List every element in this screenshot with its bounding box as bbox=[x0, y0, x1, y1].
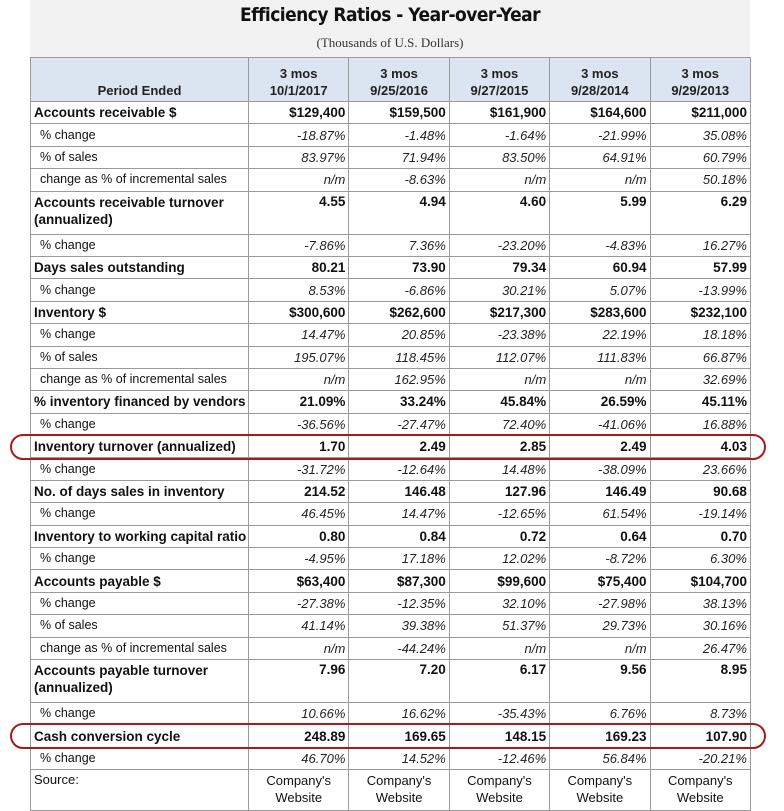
value-cell: 33.24% bbox=[349, 391, 449, 413]
value-cell: 46.45% bbox=[249, 503, 349, 525]
value-cell: 16.27% bbox=[650, 234, 750, 256]
value-cell: -27.47% bbox=[349, 413, 449, 435]
column-header-line1: 3 mos bbox=[380, 66, 418, 81]
value-cell: 79.34 bbox=[449, 256, 549, 278]
value-cell: -13.99% bbox=[650, 279, 750, 301]
sub-metric-row bbox=[31, 503, 751, 525]
value-cell: -18.87% bbox=[249, 124, 349, 146]
value-cell: 9.56 bbox=[550, 659, 650, 702]
value-cell: 10.66% bbox=[249, 702, 349, 724]
column-header bbox=[550, 58, 650, 102]
value-cell: 16.62% bbox=[349, 702, 449, 724]
row-label: Accounts payable $ bbox=[31, 570, 249, 592]
value-cell: $87,300 bbox=[349, 570, 449, 592]
value-cell: n/m bbox=[249, 169, 349, 191]
value-cell: 45.84% bbox=[449, 391, 549, 413]
row-label: % change bbox=[31, 458, 249, 480]
row-label: Cash conversion cycle bbox=[31, 725, 249, 747]
row-label: Inventory to working capital ratio bbox=[31, 525, 249, 547]
row-label: change as % of incremental sales bbox=[31, 169, 249, 191]
value-cell: -12.35% bbox=[349, 592, 449, 614]
value-cell: 60.79% bbox=[650, 146, 750, 168]
value-cell: 5.07% bbox=[550, 279, 650, 301]
value-cell: 2.49 bbox=[550, 436, 650, 458]
metric-row bbox=[31, 436, 751, 458]
value-cell: -12.46% bbox=[449, 747, 549, 769]
row-label: % change bbox=[31, 279, 249, 301]
value-cell: 0.70 bbox=[650, 525, 750, 547]
period-ended-header: Period Ended bbox=[31, 58, 249, 102]
value-cell: 146.48 bbox=[349, 480, 449, 502]
value-cell: -1.48% bbox=[349, 124, 449, 146]
value-cell: $99,600 bbox=[449, 570, 549, 592]
value-cell: 73.90 bbox=[349, 256, 449, 278]
column-header bbox=[650, 58, 750, 102]
value-cell: 66.87% bbox=[650, 346, 750, 368]
sub-metric-row bbox=[31, 747, 751, 769]
value-cell: 83.50% bbox=[449, 146, 549, 168]
source-cell: Company's Website bbox=[249, 770, 349, 811]
metric-row bbox=[31, 191, 751, 234]
row-label: % change bbox=[31, 702, 249, 724]
value-cell: 57.99 bbox=[650, 256, 750, 278]
value-cell: 17.18% bbox=[349, 548, 449, 570]
column-header-line1: 3 mos bbox=[681, 66, 720, 81]
value-cell: 1.70 bbox=[249, 436, 349, 458]
value-cell: -35.43% bbox=[449, 702, 549, 724]
value-cell: 56.84% bbox=[550, 747, 650, 769]
efficiency-ratios-table bbox=[30, 57, 751, 811]
value-cell: 60.94 bbox=[550, 256, 650, 278]
value-cell: 118.45% bbox=[349, 346, 449, 368]
value-cell: $283,600 bbox=[550, 301, 650, 323]
column-header-line1: 3 mos bbox=[480, 66, 519, 81]
column-header bbox=[449, 58, 549, 102]
value-cell: 112.07% bbox=[449, 346, 549, 368]
row-label: % change bbox=[31, 592, 249, 614]
row-label: Accounts receivable turnover (annualized) bbox=[31, 191, 249, 234]
value-cell: 39.38% bbox=[349, 615, 449, 637]
value-cell: 6.29 bbox=[650, 191, 750, 234]
value-cell: 7.36% bbox=[349, 234, 449, 256]
metric-row bbox=[31, 570, 751, 592]
value-cell: 64.91% bbox=[550, 146, 650, 168]
sub-metric-row bbox=[31, 592, 751, 614]
value-cell: 83.97% bbox=[249, 146, 349, 168]
value-cell: $159,500 bbox=[349, 102, 449, 124]
sub-metric-row bbox=[31, 146, 751, 168]
metric-row bbox=[31, 480, 751, 502]
sub-metric-row bbox=[31, 324, 751, 346]
value-cell: n/m bbox=[550, 368, 650, 390]
value-cell: 90.68 bbox=[650, 480, 750, 502]
value-cell: 107.90 bbox=[650, 725, 750, 747]
metric-row bbox=[31, 256, 751, 278]
metric-row bbox=[31, 725, 751, 747]
sub-metric-row bbox=[31, 413, 751, 435]
row-label: % change bbox=[31, 234, 249, 256]
value-cell: 7.20 bbox=[349, 659, 449, 702]
value-cell: 18.18% bbox=[650, 324, 750, 346]
row-label: % change bbox=[31, 124, 249, 146]
value-cell: 80.21 bbox=[249, 256, 349, 278]
source-cell: Company's Website bbox=[650, 770, 750, 811]
value-cell: -31.72% bbox=[249, 458, 349, 480]
value-cell: 111.83% bbox=[550, 346, 650, 368]
value-cell: 5.99 bbox=[550, 191, 650, 234]
sub-metric-row bbox=[31, 637, 751, 659]
row-label: Accounts payable turnover (annualized) bbox=[31, 659, 249, 702]
column-header-date: 10/1/2017 bbox=[269, 83, 328, 98]
value-cell: 26.59% bbox=[550, 391, 650, 413]
column-header-date: 9/25/2016 bbox=[370, 83, 428, 98]
row-label: % inventory financed by vendors bbox=[31, 391, 249, 413]
sub-metric-row bbox=[31, 234, 751, 256]
value-cell: 41.14% bbox=[249, 615, 349, 637]
sub-metric-row bbox=[31, 368, 751, 390]
value-cell: 30.21% bbox=[449, 279, 549, 301]
row-label: % change bbox=[31, 324, 249, 346]
row-label: change as % of incremental sales bbox=[31, 637, 249, 659]
value-cell: n/m bbox=[249, 637, 349, 659]
value-cell: 8.95 bbox=[650, 659, 750, 702]
value-cell: 38.13% bbox=[650, 592, 750, 614]
sub-metric-row bbox=[31, 124, 751, 146]
value-cell: -27.98% bbox=[550, 592, 650, 614]
row-label: Source: bbox=[31, 770, 249, 811]
column-header bbox=[249, 58, 349, 102]
value-cell: 71.94% bbox=[349, 146, 449, 168]
value-cell: -21.99% bbox=[550, 124, 650, 146]
value-cell: 8.73% bbox=[650, 702, 750, 724]
value-cell: -6.86% bbox=[349, 279, 449, 301]
value-cell: 20.85% bbox=[349, 324, 449, 346]
value-cell: -19.14% bbox=[650, 503, 750, 525]
row-label: Inventory turnover (annualized) bbox=[31, 436, 249, 458]
metric-row bbox=[31, 525, 751, 547]
value-cell: 162.95% bbox=[349, 368, 449, 390]
value-cell: 23.66% bbox=[650, 458, 750, 480]
value-cell: 4.60 bbox=[449, 191, 549, 234]
row-label: % change bbox=[31, 503, 249, 525]
value-cell: 2.49 bbox=[349, 436, 449, 458]
value-cell: $262,600 bbox=[349, 301, 449, 323]
page-subtitle: (Thousands of U.S. Dollars) bbox=[316, 35, 464, 50]
value-cell: $232,100 bbox=[650, 301, 750, 323]
row-label: No. of days sales in inventory bbox=[31, 480, 249, 502]
value-cell: 61.54% bbox=[550, 503, 650, 525]
value-cell: 72.40% bbox=[449, 413, 549, 435]
column-header-date: 9/27/2015 bbox=[470, 83, 529, 98]
sub-metric-row bbox=[31, 279, 751, 301]
value-cell: 214.52 bbox=[249, 480, 349, 502]
value-cell: -20.21% bbox=[650, 747, 750, 769]
sub-metric-row bbox=[31, 169, 751, 191]
column-header-date: 9/29/2013 bbox=[671, 83, 730, 98]
value-cell: 50.18% bbox=[650, 169, 750, 191]
value-cell: 32.10% bbox=[449, 592, 549, 614]
value-cell: 35.08% bbox=[650, 124, 750, 146]
value-cell: -12.65% bbox=[449, 503, 549, 525]
value-cell: -36.56% bbox=[249, 413, 349, 435]
value-cell: $104,700 bbox=[650, 570, 750, 592]
row-label: % of sales bbox=[31, 146, 249, 168]
value-cell: 14.47% bbox=[249, 324, 349, 346]
column-header-line1: 3 mos bbox=[581, 66, 619, 81]
value-cell: -41.06% bbox=[550, 413, 650, 435]
row-label: % of sales bbox=[31, 615, 249, 637]
sub-metric-row bbox=[31, 548, 751, 570]
value-cell: 2.85 bbox=[449, 436, 549, 458]
value-cell: $217,300 bbox=[449, 301, 549, 323]
value-cell: n/m bbox=[550, 637, 650, 659]
value-cell: 8.53% bbox=[249, 279, 349, 301]
header-row bbox=[31, 58, 751, 102]
value-cell: -23.38% bbox=[449, 324, 549, 346]
source-row bbox=[31, 770, 751, 811]
value-cell: 6.17 bbox=[449, 659, 549, 702]
value-cell: 195.07% bbox=[249, 346, 349, 368]
metric-row bbox=[31, 391, 751, 413]
value-cell: 148.15 bbox=[449, 725, 549, 747]
value-cell: -8.72% bbox=[550, 548, 650, 570]
source-cell: Company's Website bbox=[550, 770, 650, 811]
column-header-date: 9/28/2014 bbox=[570, 83, 629, 98]
value-cell: -27.38% bbox=[249, 592, 349, 614]
value-cell: n/m bbox=[449, 368, 549, 390]
source-cell: Company's Website bbox=[449, 770, 549, 811]
value-cell: 248.89 bbox=[249, 725, 349, 747]
value-cell: 6.30% bbox=[650, 548, 750, 570]
value-cell: -8.63% bbox=[349, 169, 449, 191]
value-cell: -23.20% bbox=[449, 234, 549, 256]
sub-metric-row bbox=[31, 702, 751, 724]
value-cell: 169.23 bbox=[550, 725, 650, 747]
value-cell: 169.65 bbox=[349, 725, 449, 747]
value-cell: $211,000 bbox=[650, 102, 750, 124]
value-cell: 127.96 bbox=[449, 480, 549, 502]
row-label: % change bbox=[31, 413, 249, 435]
value-cell: 12.02% bbox=[449, 548, 549, 570]
source-cell: Company's Website bbox=[349, 770, 449, 811]
value-cell: -7.86% bbox=[249, 234, 349, 256]
value-cell: n/m bbox=[449, 169, 549, 191]
value-cell: 146.49 bbox=[550, 480, 650, 502]
value-cell: 0.80 bbox=[249, 525, 349, 547]
value-cell: 4.94 bbox=[349, 191, 449, 234]
value-cell: n/m bbox=[249, 368, 349, 390]
value-cell: 4.55 bbox=[249, 191, 349, 234]
value-cell: -38.09% bbox=[550, 458, 650, 480]
sub-metric-row bbox=[31, 458, 751, 480]
sub-metric-row bbox=[31, 346, 751, 368]
value-cell: 32.69% bbox=[650, 368, 750, 390]
value-cell: $129,400 bbox=[249, 102, 349, 124]
row-label: change as % of incremental sales bbox=[31, 368, 249, 390]
value-cell: 7.96 bbox=[249, 659, 349, 702]
value-cell: n/m bbox=[550, 169, 650, 191]
row-label: % change bbox=[31, 747, 249, 769]
row-label: Inventory $ bbox=[31, 301, 249, 323]
value-cell: 30.16% bbox=[650, 615, 750, 637]
row-label: Days sales outstanding bbox=[31, 256, 249, 278]
value-cell: 14.48% bbox=[449, 458, 549, 480]
metric-row bbox=[31, 102, 751, 124]
row-label: % change bbox=[31, 548, 249, 570]
value-cell: 46.70% bbox=[249, 747, 349, 769]
value-cell: $161,900 bbox=[449, 102, 549, 124]
value-cell: 51.37% bbox=[449, 615, 549, 637]
value-cell: 45.11% bbox=[650, 391, 750, 413]
value-cell: $75,400 bbox=[550, 570, 650, 592]
row-label: Accounts receivable $ bbox=[31, 102, 249, 124]
value-cell: 16.88% bbox=[650, 413, 750, 435]
column-header bbox=[349, 58, 449, 102]
value-cell: 0.64 bbox=[550, 525, 650, 547]
value-cell: 0.72 bbox=[449, 525, 549, 547]
value-cell: -4.95% bbox=[249, 548, 349, 570]
value-cell: -44.24% bbox=[349, 637, 449, 659]
value-cell: n/m bbox=[449, 637, 549, 659]
value-cell: 14.52% bbox=[349, 747, 449, 769]
sub-metric-row bbox=[31, 615, 751, 637]
metric-row bbox=[31, 659, 751, 702]
value-cell: $63,400 bbox=[249, 570, 349, 592]
row-label: % of sales bbox=[31, 346, 249, 368]
value-cell: $164,600 bbox=[550, 102, 650, 124]
value-cell: 29.73% bbox=[550, 615, 650, 637]
value-cell: 4.03 bbox=[650, 436, 750, 458]
page-title: Efficiency Ratios - Year-over-Year bbox=[239, 4, 541, 26]
column-header-line1: 3 mos bbox=[279, 66, 318, 81]
value-cell: 0.84 bbox=[349, 525, 449, 547]
value-cell: -1.64% bbox=[449, 124, 549, 146]
value-cell: 22.19% bbox=[550, 324, 650, 346]
value-cell: 6.76% bbox=[550, 702, 650, 724]
metric-row bbox=[31, 301, 751, 323]
value-cell: -4.83% bbox=[550, 234, 650, 256]
value-cell: -12.64% bbox=[349, 458, 449, 480]
value-cell: 21.09% bbox=[249, 391, 349, 413]
value-cell: $300,600 bbox=[249, 301, 349, 323]
value-cell: 26.47% bbox=[650, 637, 750, 659]
value-cell: 14.47% bbox=[349, 503, 449, 525]
